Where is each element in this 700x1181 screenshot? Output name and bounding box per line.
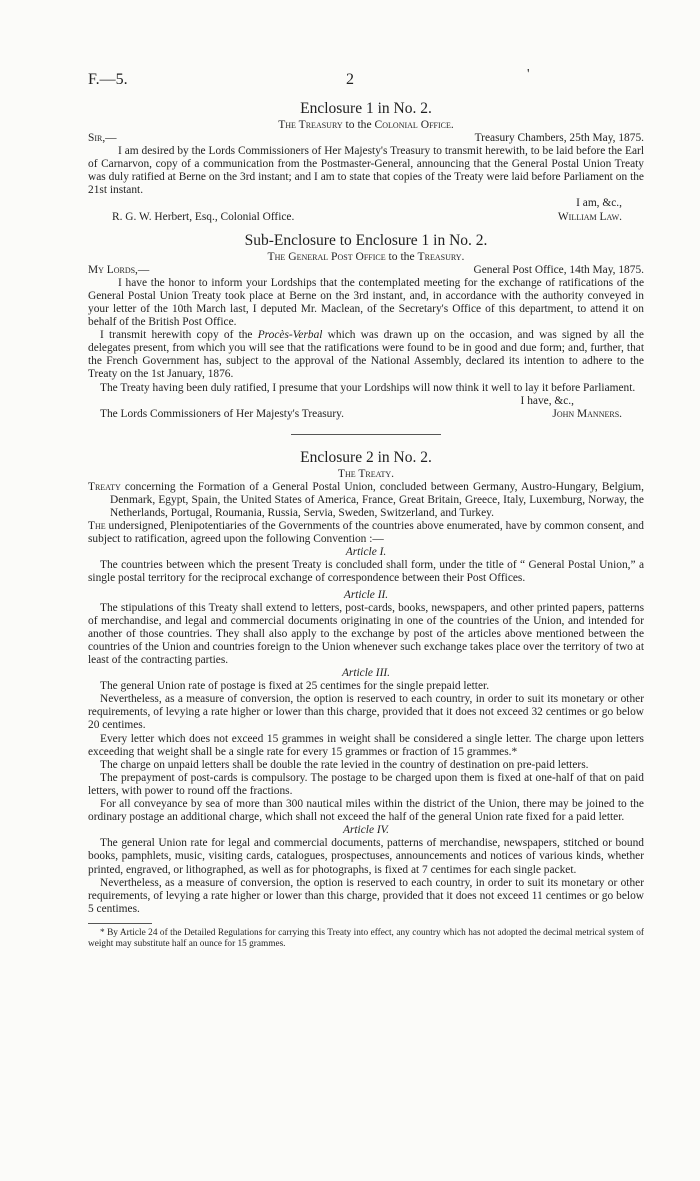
document-body (88, 100, 644, 950)
article-2-title: Article II. (343, 588, 389, 601)
sub-enclosure-para2-end: which was drawn up on the occasion, and was signed by all the delegates present, from which you will see that the ratifications were found to be in good and due form; and, further, that the French Government has, subject to the approval of the National Assembly, declared its intention to adhere to the Treaty on the 1st January, 1876. (88, 329, 644, 381)
sub-enclosure-subtitle (88, 250, 644, 264)
sub-enclosure-addressee: The Lords Commissioners of Her Majesty's Treasury. (100, 407, 344, 420)
enclosure-1 (88, 100, 644, 224)
footnote-divider (88, 923, 152, 924)
footnote: * By Article 24 of the Detailed Regulations for carrying this Treaty into effect, any country which has not adopted the decimal metrical system of weight may substitute half an ounce for 15 grammes. (88, 927, 644, 949)
sub-enclosure-title: Sub-Enclosure to Enclosure 1 in No. 2. (244, 231, 488, 249)
enclosure-1-title: Enclosure 1 in No. 2. (300, 100, 432, 117)
undersigned-paragraph (88, 520, 644, 546)
article-3-paragraph: Nevertheless, as a measure of conversion, the option is reserved to each country, in order to suit its monetary or other requirements, of levying a rate higher or lower than this charge, provided that it does not exceed 32 centimes or go below 20 centimes. (88, 693, 644, 732)
proces-verbal-term: Procès-Verbal (257, 329, 323, 342)
sub-enclosure-from: The General Post Office (267, 249, 386, 263)
enclosure-2-title: Enclosure 2 in No. 2. (300, 448, 432, 466)
page-number: 2 (346, 71, 354, 88)
enclosure-1-closing: I am, &c., (576, 197, 622, 210)
enclosure-1-salutation: Sir,— (88, 132, 117, 144)
undersigned-text: undersigned, Plenipotentiaries of the Governments of the countries above enumerated, have by common consent, and subject to ratification, agreed upon the following Convention :— (88, 520, 644, 546)
article-4-paragraph: The general Union rate for legal and commercial documents, patterns of merchandise, newspapers, stitched or bound books, pamphlets, music, visiting cards, catalogues, prospectuses, announcements and notices of various kinds, whether printed, engraved, or lithographed, as well as for photographs, is fixed at 7 centimes for each single packet. (88, 837, 644, 876)
enclosure-1-addressee: R. G. W. Herbert, Esq., Colonial Office. (112, 210, 295, 223)
sub-enclosure (88, 232, 644, 421)
enclosure-1-signature-row (88, 211, 644, 224)
undersigned-label: The (88, 520, 106, 533)
article-1-title: Article I. (345, 546, 387, 559)
sub-enclosure-para2-start: I transmit herewith copy of the (100, 329, 253, 342)
article-4-title: Article IV. (343, 824, 389, 837)
treaty-intro-text: concerning the Formation of a General Postal Union, concluded between Germany, Austro-Hungary, Belgium, Denmark, Egypt, Spain, the United States of America, France, Great Britain, Greece, Italy, Luxemburg, Norway, the Netherlands, Portugal, Roumania, Russia, Servia, Sweden, Switzerland, and Turkey. (110, 480, 645, 519)
enclosure-1-to: to the (345, 118, 372, 131)
treaty-label: Treaty (88, 480, 121, 493)
sub-enclosure-paragraph: I have the honor to inform your Lordships that the contemplated meeting for the exchange of ratifications of the General Postal Union Treaty took place at Berne on the 3rd instant, and, in accordance with the authority conveyed in your letter of the 10th March last, I deputed Mr. Maclean, of the Secretary's Office of this department, to attend it on behalf of the British Post Office. (88, 276, 644, 329)
enclosure-1-dest: Colonial Office. (374, 118, 454, 131)
section-divider (291, 434, 441, 435)
enclosure-2-subtitle: The Treaty. (337, 466, 395, 480)
enclosure-1-signature: William Law. (557, 210, 622, 223)
sub-enclosure-place-date: General Post Office, 14th May, 1875. (473, 263, 644, 276)
sub-enclosure-signature: John Manners. (552, 407, 622, 420)
sub-enclosure-salutation: My Lords,— (88, 263, 150, 276)
sub-enclosure-to: to the (388, 249, 415, 263)
article-3-paragraph: The general Union rate of postage is fixed at 25 centimes for the single prepaid letter. (100, 680, 490, 693)
sub-enclosure-paragraph (88, 329, 644, 381)
sub-enclosure-heading-row (88, 264, 644, 277)
document-reference: F.—5. (88, 71, 128, 88)
article-3-paragraph: For all conveyance by sea of more than 300 nautical miles within the district of the Union, there may be joined to the ordinary postage an additional charge, which shall not exceed the half of the general Union rate fixed for a paid letter. (88, 798, 644, 824)
sub-enclosure-paragraph: The Treaty having been duly ratified, I presume that your Lordships will now think it well to lay it before Parliament. (100, 381, 636, 394)
enclosure-2 (88, 449, 644, 916)
sub-enclosure-signature-row (88, 408, 644, 421)
article-4-paragraph: Nevertheless, as a measure of conversion, the option is reserved to each country, in order to suit its monetary or other requirements, of levying a rate higher or lower than this charge, provided that it does not exceed 11 centimes or go below 5 centimes. (88, 876, 644, 915)
sub-enclosure-dest: Treasury. (417, 249, 465, 263)
article-1-text: The countries between which the present Treaty is concluded shall form, under the title of “ General Postal Union,” a single postal territory for the reciprocal exchange of correspondence between their Post Offices. (88, 559, 644, 585)
enclosure-1-body: I am desired by the Lords Commissioners of Her Majesty's Treasury to transmit herewith, to be laid before the Earl of Carnarvon, copy of a communication from the Postmaster-General, announcing that the General Postal Union Treaty was duly ratified at Berne on the 3rd instant; and I am to state that copies of the Treaty were laid before Parliament on the 21st instant. (88, 145, 644, 197)
article-3-paragraph: The prepayment of post-cards is compulsory. The postage to be charged upon them is fixed at one-half of that on paid letters, with power to round off the fractions. (88, 771, 644, 797)
enclosure-1-subtitle (88, 118, 644, 132)
article-2-text: The stipulations of this Treaty shall extend to letters, post-cards, books, newspapers, and other printed papers, patterns of merchandise, and legal and commercial documents originating in one of the countries of the Union, and intended for another of those countries. They shall also apply to the exchange by post of the articles above mentioned between the countries of the Union and countries foreign to the Union whenever such exchange takes place over the territory of two at least of the contracting parties. (88, 601, 644, 666)
article-3-title: Article III. (341, 667, 391, 680)
enclosure-1-place-date: Treasury Chambers, 25th May, 1875. (474, 132, 644, 144)
enclosure-1-heading-row (88, 132, 644, 145)
treaty-intro (88, 481, 644, 520)
article-3-paragraph: The charge on unpaid letters shall be double the rate levied in the country of destination on pre-paid letters. (100, 758, 589, 771)
enclosure-1-from: The Treasury (278, 118, 343, 131)
article-3-paragraph: Every letter which does not exceed 15 grammes in weight shall be considered a single letter. The charge upon letters exceeding that weight shall be a single rate for every 15 grammes or fraction of 15 grammes.* (88, 732, 644, 758)
sub-enclosure-closing: I have, &c., (520, 394, 574, 407)
page-mark: ' (527, 67, 530, 82)
